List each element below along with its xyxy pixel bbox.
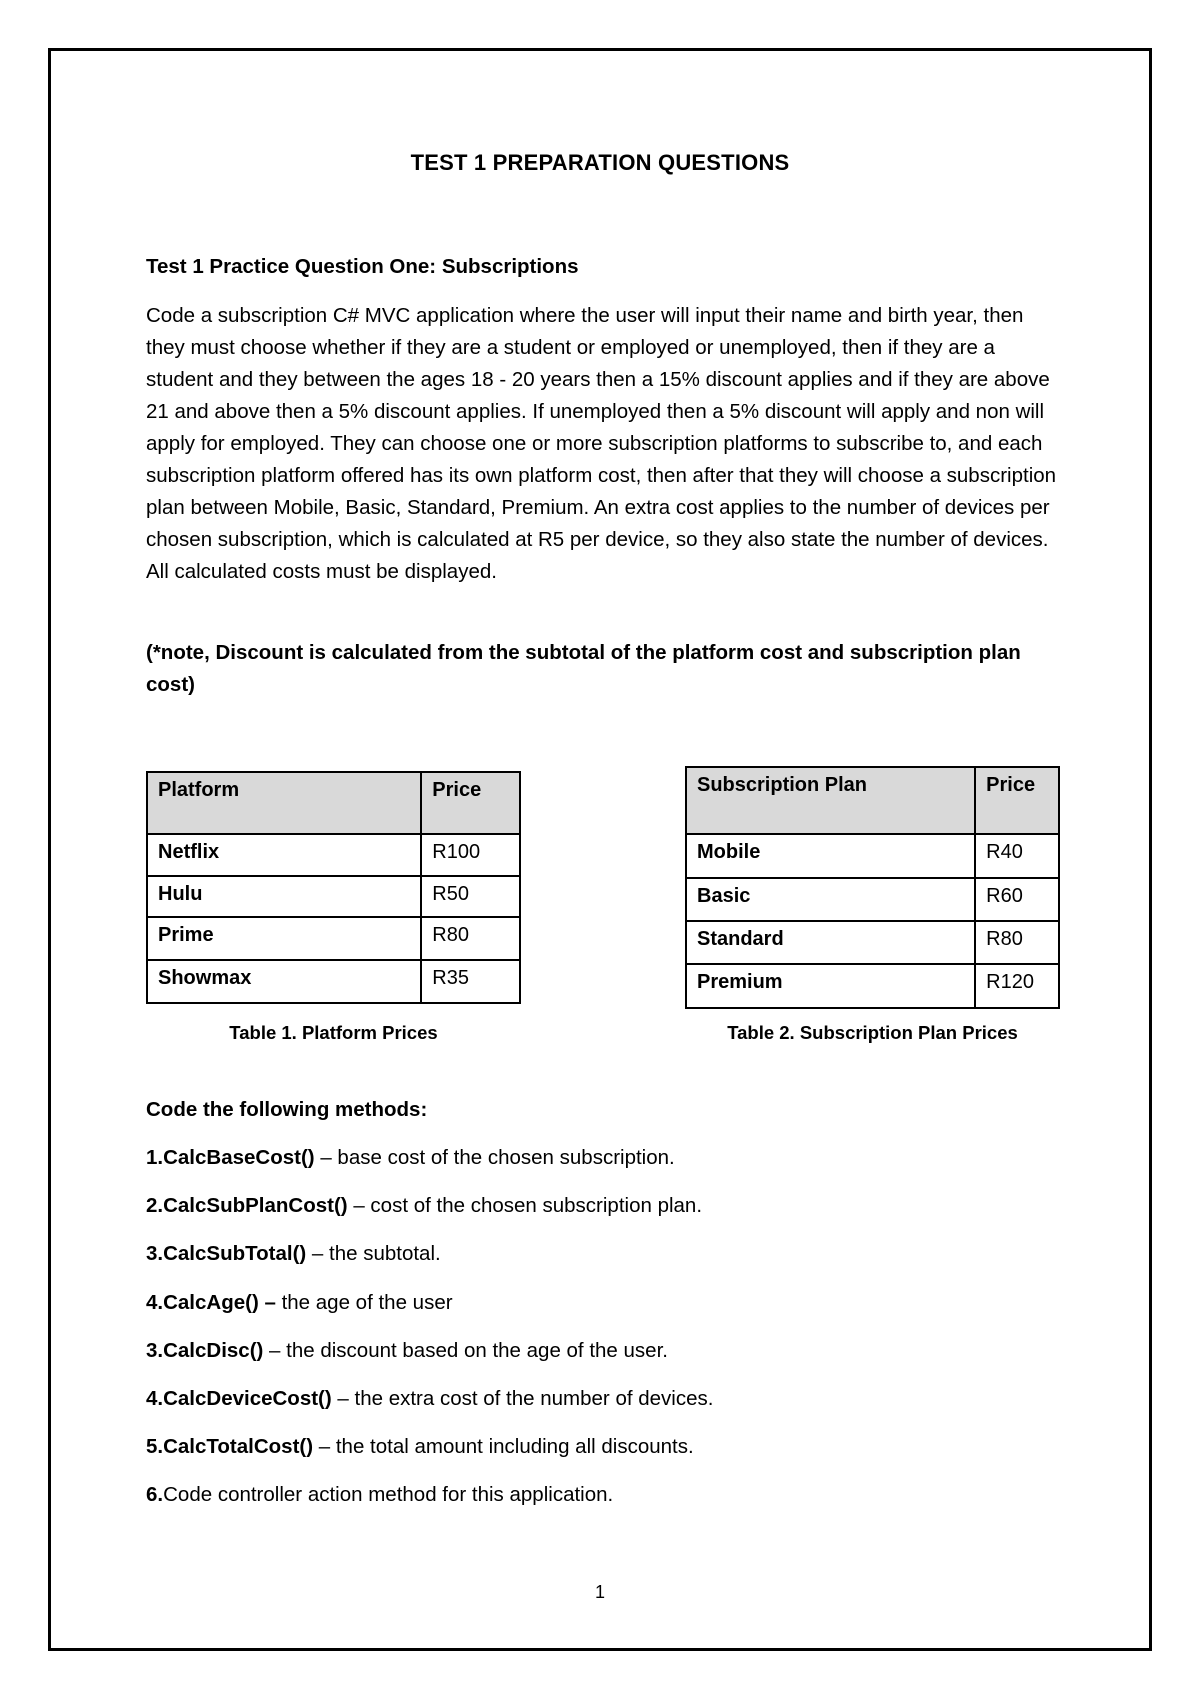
page-number: 1 xyxy=(594,1582,605,1602)
list-item xyxy=(146,1386,1061,1434)
platform-name-cell: Prime xyxy=(147,917,421,960)
table-row xyxy=(147,960,520,1003)
method-label: 4.CalcDeviceCost() xyxy=(146,1386,332,1410)
plan-name-cell: Standard xyxy=(686,921,975,964)
method-description: – base cost of the chosen subscription. xyxy=(314,1146,675,1169)
method-description: – the extra cost of the number of devices. xyxy=(331,1386,714,1410)
table-row xyxy=(147,834,520,876)
plan-name-cell: Mobile xyxy=(686,834,975,878)
method-label: 4.CalcAge() – xyxy=(146,1290,276,1314)
page-title: TEST 1 PREPARATION QUESTIONS xyxy=(410,150,790,175)
list-item xyxy=(146,1290,1061,1338)
platform-price-cell: R50 xyxy=(421,876,520,917)
plan-price-cell: R60 xyxy=(975,878,1059,921)
platform-price-cell: R35 xyxy=(421,960,520,1003)
method-label: 2.CalcSubPlanCost() xyxy=(146,1194,348,1218)
method-label: 5.CalcTotalCost() xyxy=(146,1435,314,1459)
plan-price-cell: R80 xyxy=(975,921,1059,964)
method-description: the age of the user xyxy=(275,1290,453,1314)
method-description: – cost of the chosen subscription plan. xyxy=(347,1194,703,1218)
method-description: – the total amount including all discounts. xyxy=(313,1435,694,1459)
methods-heading: Code the following methods: xyxy=(146,1098,428,1121)
platform-name-cell: Showmax xyxy=(147,960,421,1003)
table-row xyxy=(686,921,1059,964)
list-item xyxy=(146,1338,1061,1386)
platform-name-cell: Hulu xyxy=(147,876,421,917)
table-header-cell: Subscription Plan xyxy=(686,767,975,834)
plan-price-cell: R120 xyxy=(975,964,1059,1008)
list-item xyxy=(146,1241,1061,1289)
table-header-row xyxy=(686,767,1059,834)
question-body: Code a subscription C# MVC application where the user will input their name and birth year, then they must choose whether if they are a student or employed or unemployed, then if they are a student and they between the ages 18 - 20 years then a 15% discount applies and if they are above 21 and above then a 5% discount applies. If unemployed then a 5% discount will apply and non will apply for employed. They can choose one or more subscription platforms to subscribe to, and each subscription platform offered has its own platform cost, then after that they will choose a subscription plan between Mobile, Basic, Standard, Premium. An extra cost applies to the number of devices per chosen subscription, which is calculated at R5 per device, so they also state the number of devices. All calculated costs must be displayed. xyxy=(146,304,1057,583)
plan-price-cell: R40 xyxy=(975,834,1059,878)
method-label: 6. xyxy=(146,1483,164,1507)
method-label: 3.CalcSubTotal() xyxy=(146,1242,307,1266)
table-header-cell: Price xyxy=(975,767,1059,834)
table-header-cell: Platform xyxy=(147,772,421,834)
method-description: – the subtotal. xyxy=(306,1242,441,1266)
table-row xyxy=(686,964,1059,1008)
method-label: 3.CalcDisc() xyxy=(146,1338,264,1362)
platform-name-cell: Netflix xyxy=(147,834,421,876)
plan-name-cell: Basic xyxy=(686,878,975,921)
method-description: – the discount based on the age of the user. xyxy=(263,1338,668,1362)
platform-price-table xyxy=(146,771,521,1004)
table-row xyxy=(147,876,520,917)
table-1-caption: Table 1. Platform Prices xyxy=(229,1022,438,1043)
methods-list xyxy=(146,1145,1061,1531)
subscription-plan-price-table xyxy=(685,766,1060,1009)
question-heading: Test 1 Practice Question One: Subscriptions xyxy=(146,255,579,278)
table-header-row xyxy=(147,772,520,834)
platform-price-cell: R80 xyxy=(421,917,520,960)
list-item xyxy=(146,1482,1061,1530)
table-row xyxy=(686,878,1059,921)
list-item xyxy=(146,1145,1061,1193)
method-label: 1.CalcBaseCost() xyxy=(146,1146,315,1169)
table-row xyxy=(147,917,520,960)
list-item xyxy=(146,1193,1061,1241)
table-row xyxy=(686,834,1059,878)
platform-price-cell: R100 xyxy=(421,834,520,876)
table-2-caption: Table 2. Subscription Plan Prices xyxy=(727,1022,1018,1043)
plan-name-cell: Premium xyxy=(686,964,975,1008)
list-item xyxy=(146,1434,1061,1482)
method-description: Code controller action method for this application. xyxy=(163,1483,614,1507)
discount-note: (*note, Discount is calculated from the subtotal of the platform cost and subscription plan cost) xyxy=(146,641,1021,696)
table-header-cell: Price xyxy=(421,772,520,834)
